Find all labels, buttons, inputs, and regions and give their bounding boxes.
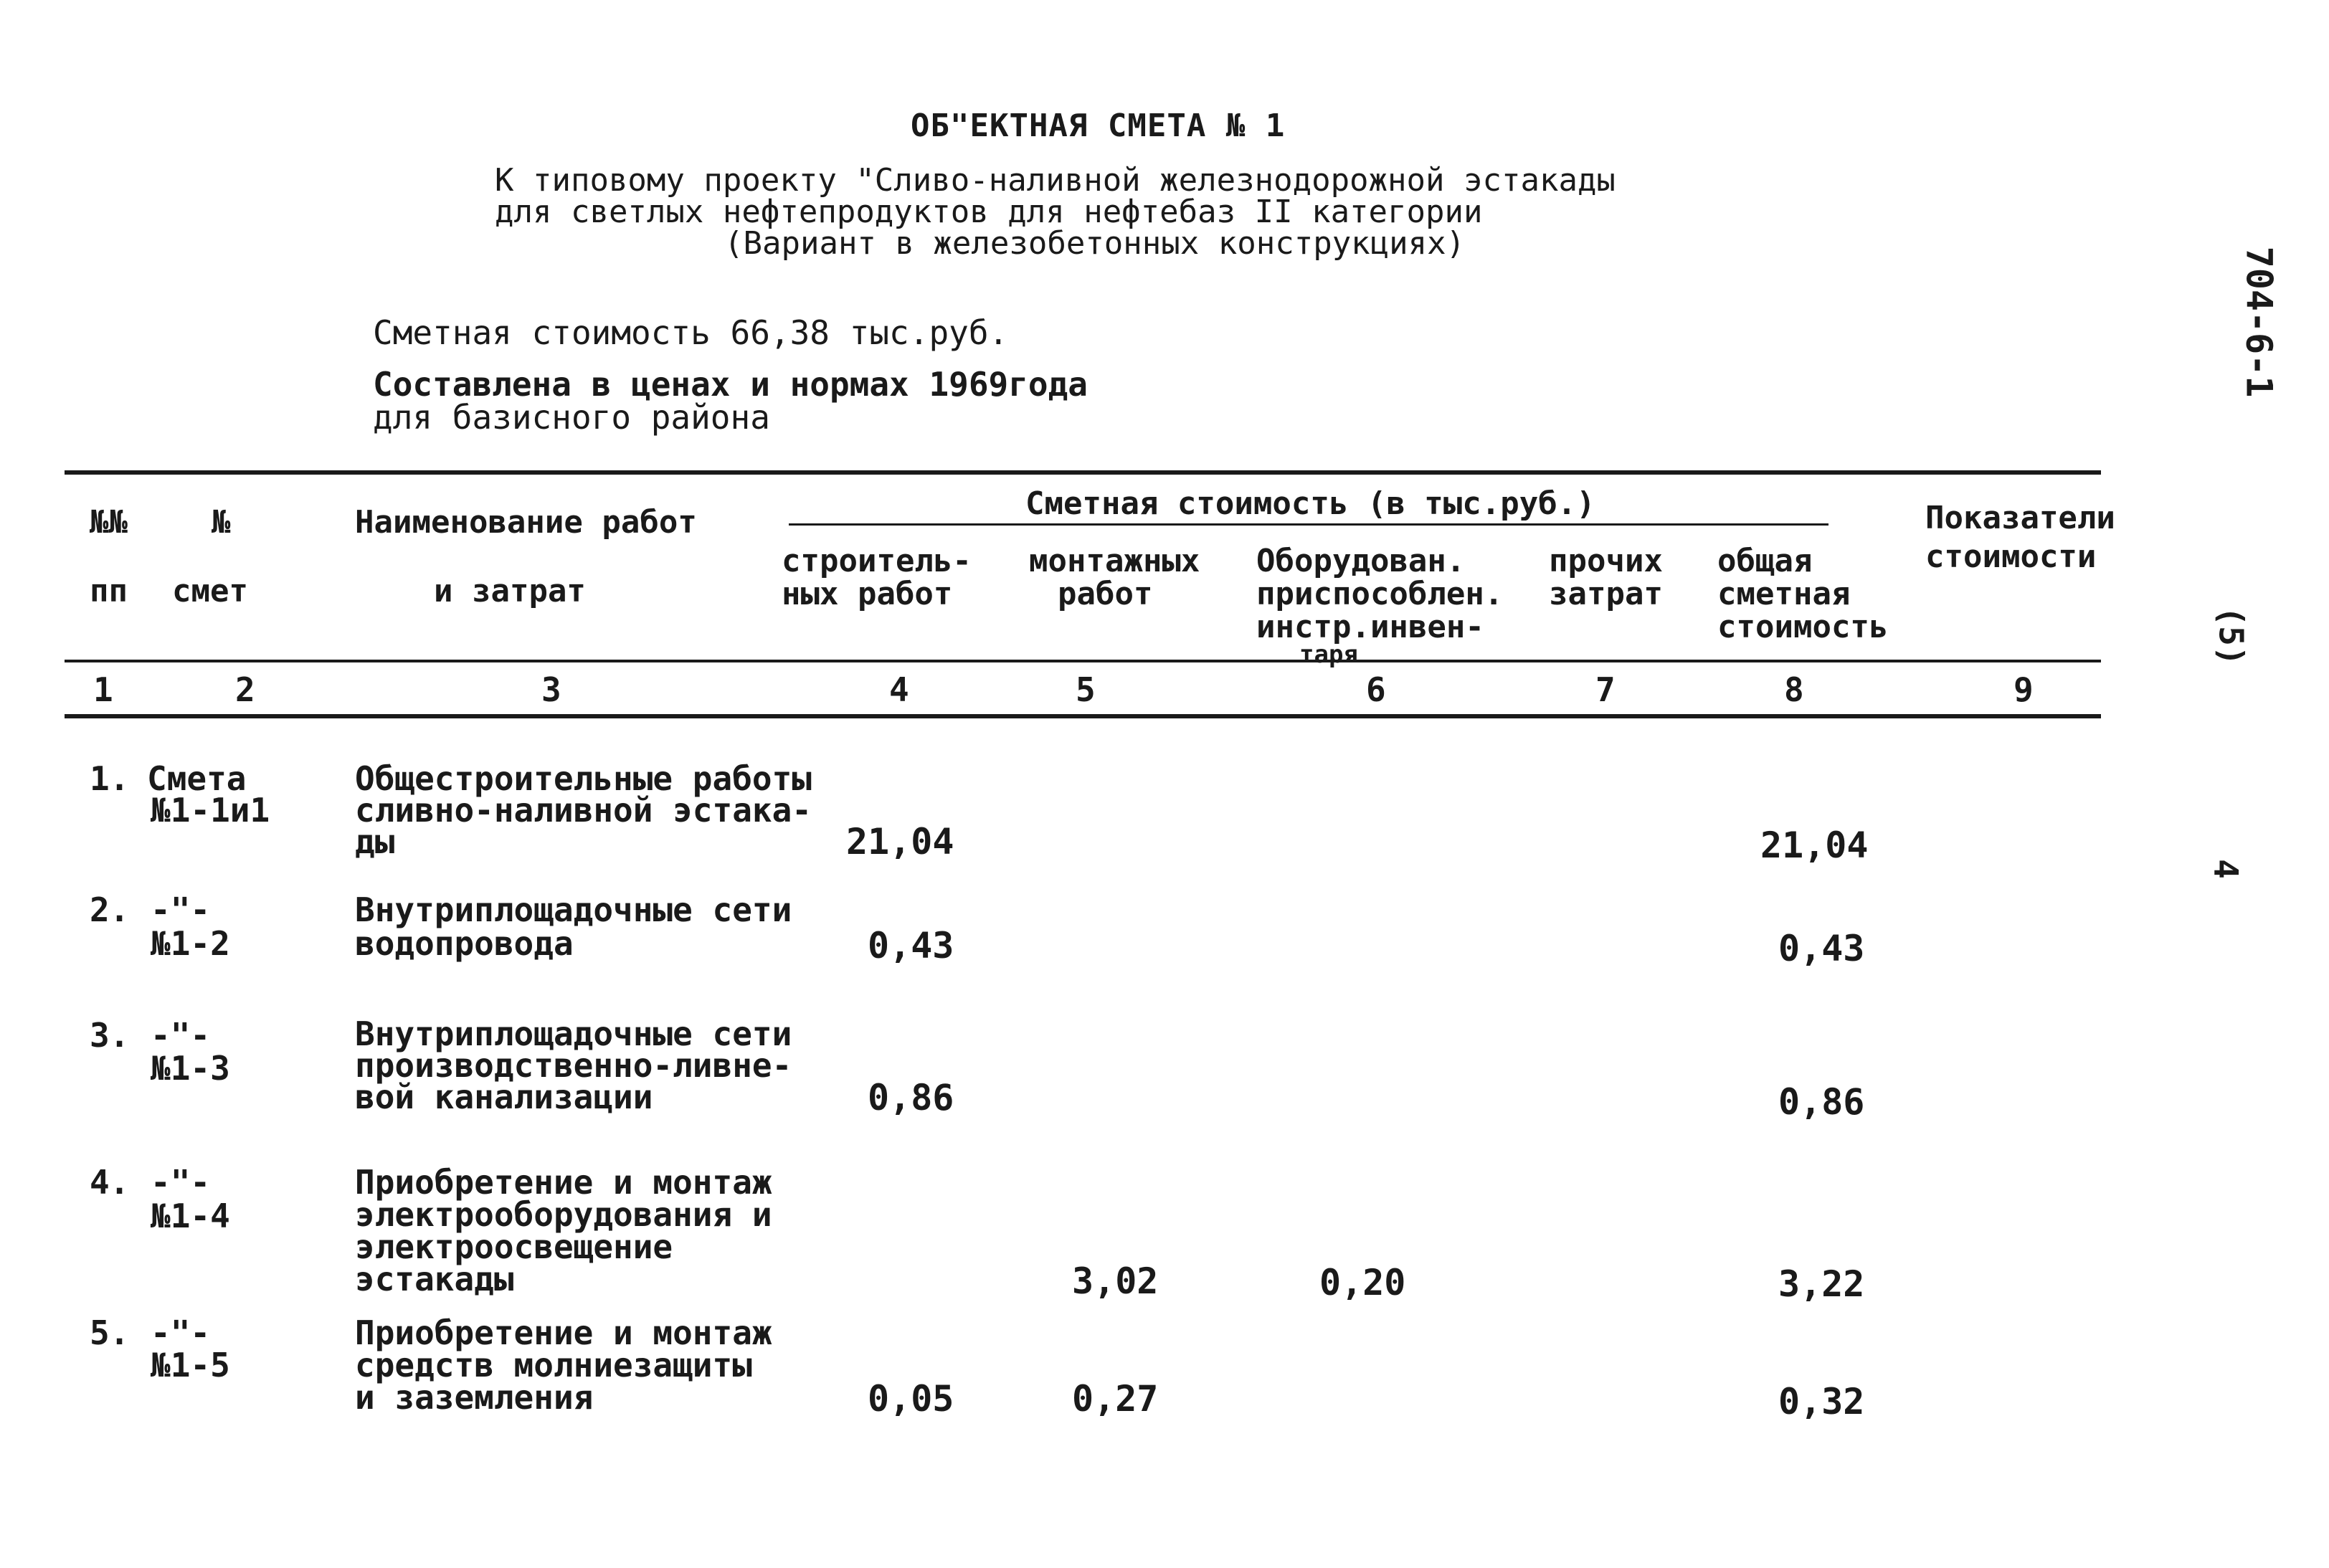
row-name-line4: эстакады bbox=[355, 1260, 514, 1298]
row-name-line1: Приобретение и монтаж bbox=[355, 1313, 772, 1352]
row-construction-cost: 0,05 bbox=[868, 1378, 954, 1420]
row-installation-cost: 0,27 bbox=[1072, 1378, 1159, 1420]
header-c3-line2: и затрат bbox=[434, 573, 586, 609]
row-smeta-line2: №1-2 bbox=[151, 924, 230, 963]
row-number: 2. bbox=[90, 890, 130, 929]
row-installation-cost: 3,02 bbox=[1072, 1260, 1159, 1302]
column-number: 4 bbox=[889, 670, 909, 709]
row-name-line2: производственно-ливне- bbox=[355, 1046, 792, 1085]
row-name-line1: Внутриплощадочные сети bbox=[355, 1015, 792, 1053]
row-smeta-line2: №1-3 bbox=[151, 1049, 230, 1088]
header-c9-line1: Показатели bbox=[1925, 500, 2115, 536]
row-name-line2: средств молниезащиты bbox=[355, 1346, 752, 1384]
column-number: 5 bbox=[1076, 670, 1096, 709]
header-c4-line2: ных работ bbox=[782, 576, 953, 612]
row-construction-cost: 0,86 bbox=[868, 1077, 954, 1118]
row-smeta-line2: №1-1и1 bbox=[151, 791, 270, 830]
compiled-line-1: Составлена в ценах и нормах 1969года bbox=[373, 365, 1088, 404]
header-c6-line1: Оборудован. bbox=[1256, 543, 1466, 579]
header-c9-line2: стоимости bbox=[1925, 538, 2097, 575]
row-smeta-line1: -"- bbox=[151, 1163, 211, 1202]
margin-sheet-mark: (5) bbox=[2211, 606, 2251, 666]
row-total-cost: 0,32 bbox=[1778, 1381, 1865, 1422]
column-number: 9 bbox=[2013, 670, 2034, 709]
header-c3-line1: Наименование работ bbox=[355, 504, 697, 541]
column-number: 7 bbox=[1595, 670, 1616, 709]
estimated-cost: Сметная стоимость 66,38 тыс.руб. bbox=[373, 313, 1009, 352]
row-number: 3. bbox=[90, 1016, 130, 1055]
compiled-line-2: для базисного района bbox=[373, 398, 770, 437]
row-equipment-cost: 0,20 bbox=[1319, 1262, 1406, 1303]
row-total-cost: 0,43 bbox=[1778, 928, 1865, 969]
column-number: 6 bbox=[1366, 670, 1386, 709]
row-total-cost: 3,22 bbox=[1778, 1263, 1865, 1305]
margin-project-code: 704-6-1 bbox=[2238, 246, 2280, 398]
row-name-line3: электроосвещение bbox=[355, 1227, 673, 1266]
row-name-line1: Общестроительные работы bbox=[355, 759, 812, 798]
header-c8-line2: сметная bbox=[1717, 576, 1851, 612]
row-name-line2: электрооборудования и bbox=[355, 1195, 772, 1234]
row-number: 4. bbox=[90, 1163, 130, 1202]
document-title: ОБ"ЕКТНАЯ СМЕТА № 1 bbox=[911, 108, 1286, 144]
header-c2-line2: смет bbox=[172, 573, 248, 609]
row-smeta-line1: -"- bbox=[151, 1313, 211, 1352]
row-smeta-line1: -"- bbox=[151, 1016, 211, 1055]
subtitle-line-3: (Вариант в железобетонных конструкциях) bbox=[724, 225, 1466, 262]
header-c1-line1: №№ bbox=[90, 504, 128, 541]
group-header-cost: Сметная стоимость (в тыс.руб.) bbox=[1025, 485, 1595, 522]
header-c2-line1: № bbox=[212, 504, 231, 541]
column-number: 2 bbox=[235, 670, 255, 709]
row-total-cost: 21,04 bbox=[1760, 825, 1869, 866]
column-number: 3 bbox=[541, 670, 561, 709]
row-total-cost: 0,86 bbox=[1778, 1081, 1865, 1123]
row-smeta-line1: -"- bbox=[151, 890, 211, 929]
column-numbers-rule bbox=[65, 714, 2101, 718]
row-smeta-line2: №1-5 bbox=[151, 1346, 230, 1384]
column-number: 8 bbox=[1784, 670, 1804, 709]
row-number: 5. bbox=[90, 1313, 130, 1352]
row-name-line1: Внутриплощадочные сети bbox=[355, 890, 792, 929]
subtitle-line-1: К типовому проекту "Сливо-наливной железнодорожной эстакады bbox=[495, 162, 1616, 199]
row-name-line1: Приобретение и монтаж bbox=[355, 1163, 772, 1202]
row-number: 1. bbox=[90, 759, 130, 798]
header-c4-line1: строитель- bbox=[782, 543, 972, 579]
header-c7-line1: прочих bbox=[1549, 543, 1663, 579]
row-name-line3: и заземления bbox=[355, 1378, 594, 1417]
group-header-rule bbox=[789, 523, 1828, 526]
row-smeta-line2: №1-4 bbox=[151, 1197, 230, 1235]
subtitle-line-2: для светлых нефтепродуктов для нефтебаз II категории bbox=[495, 194, 1483, 230]
header-c6-line4: таря bbox=[1299, 640, 1358, 669]
header-c5-line1: монтажных bbox=[1029, 543, 1200, 579]
header-c8-line1: общая bbox=[1717, 543, 1813, 579]
header-c5-line2: работ bbox=[1058, 576, 1153, 612]
header-c1-line2: пп bbox=[90, 573, 128, 609]
row-construction-cost: 0,43 bbox=[868, 925, 954, 966]
header-c8-line3: стоимость bbox=[1717, 609, 1889, 645]
row-name-line2: сливно-наливной эстака- bbox=[355, 791, 812, 830]
row-name-line2: водопровода bbox=[355, 924, 574, 963]
table-top-rule bbox=[65, 470, 2101, 475]
column-number: 1 bbox=[93, 670, 113, 709]
row-smeta-line1: Смета bbox=[147, 759, 247, 798]
header-c7-line2: затрат bbox=[1549, 576, 1663, 612]
row-construction-cost: 21,04 bbox=[846, 821, 954, 863]
header-c6-line2: приспособлен. bbox=[1256, 576, 1504, 612]
header-c6-line3: инстр.инвен- bbox=[1256, 609, 1484, 645]
row-name-line3: ды bbox=[355, 822, 395, 861]
margin-page-number: 4 bbox=[2206, 859, 2245, 879]
header-bottom-rule bbox=[65, 660, 2101, 662]
row-name-line3: вой канализации bbox=[355, 1078, 653, 1116]
